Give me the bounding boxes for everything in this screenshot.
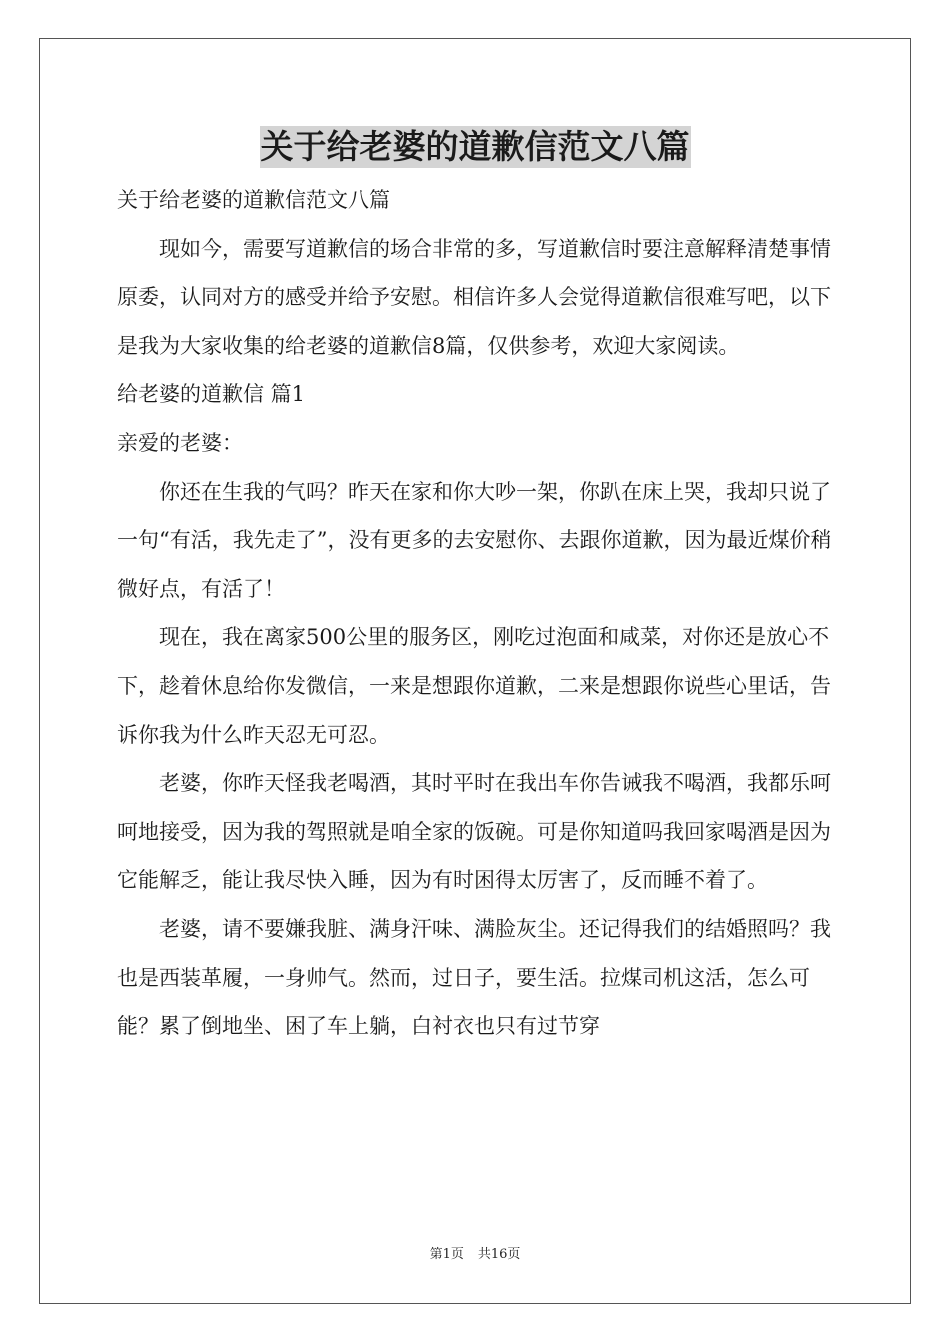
page-footer — [0, 1246, 950, 1264]
salutation: 亲爱的老婆： — [117, 430, 243, 455]
page-number: 第1页 — [429, 1247, 464, 1262]
paragraph: 老婆，你昨天怪我老喝酒，其时平时在我出车你告诫我不喝酒，我都乐呵呵地接受，因为我的驾照就是咱全家的饭碗。可是你知道吗我回家喝酒是因为它能解乏，能让我尽快入睡，因为有时困得太厉害了，反而睡不着了。 — [117, 771, 831, 893]
section-heading: 给老婆的道歉信 篇1 — [117, 382, 306, 407]
title-wrap — [0, 126, 950, 168]
document-body — [117, 176, 833, 1051]
document-title: 关于给老婆的道歉信范文八篇 — [260, 127, 690, 166]
page-total: 共16页 — [477, 1247, 521, 1262]
paragraph: 你还在生我的气吗？昨天在家和你大吵一架，你趴在床上哭，我却只说了一句“有活，我先走了”，没有更多的去安慰你、去跟你道歉，因为最近煤价稍微好点，有活了！ — [117, 479, 832, 601]
paragraph: 老婆，请不要嫌我脏、满身汗味、满脸灰尘。还记得我们的结婚照吗？我也是西装革履，一身帅气。然而，过日子，要生活。拉煤司机这活，怎么可能？累了倒地坐、困了车上躺，白衬衣也只有过节穿 — [117, 916, 831, 1039]
paragraph: 现如今，需要写道歉信的场合非常的多，写道歉信时要注意解释清楚事情原委，认同对方的感受并给予安慰。相信许多人会觉得道歉信很难写吧，以下是我为大家收集的给老婆的道歉信8篇，仅供参考，欢迎大家阅读。 — [117, 236, 831, 358]
paragraph: 现在，我在离家500公里的服务区，刚吃过泡面和咸菜，对你还是放心不下，趁着休息给你发微信，一来是想跟你道歉，二来是想跟你说些心里话，告诉你我为什么昨天忍无可忍。 — [117, 625, 831, 747]
paragraph: 关于给老婆的道歉信范文八篇 — [117, 188, 390, 212]
